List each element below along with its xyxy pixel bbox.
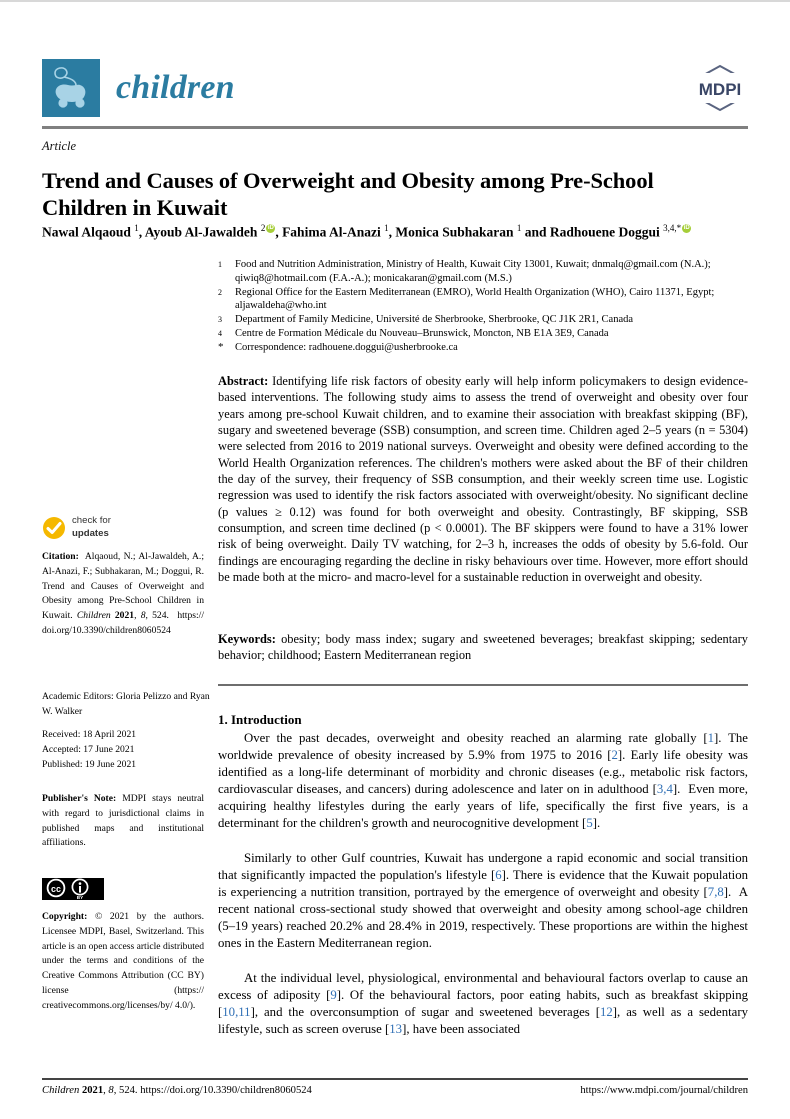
- abstract-text: Identifying life risk factors of obesity early will help inform policymakers to design evidence-based interventions. The following study aims to assess the trend of overweight and obesity over four years among pre-school Kuwait children, and to examine their association with breakfast skipping (BF), sugary and sweetened beverage (SSB) consumption, and screen time. Children aged 2–5 years (n = 5304) were selected from 2016 to 2019 national surveys. Overweight and obesity were defined according to the World Health Organization references. The children's mothers were asked about the BF of their children the day of the survey, their frequency of SSB consumption, and their weekly screen time use. Logistic regression was used to identify the risk factors associated with overweight/obesity. No significant decline (p values ≥ 0.12) was found for both overweight and obesity. Contrastingly, BF skipping, SSB consumption, and screen time declined (p < 0.0001). The BF skippers were found to have a 31% lower risk of being overweight. Daily TV watching, for 2–3 h, increases the odds of obesity by 5.6-fold. Our findings are encouraging regarding the decline in risky behaviours over time. However, more effort should be made both at the micro- and macro-level for a sustainable reduction in overweight and obesity.: [218, 374, 748, 585]
- paragraph-2: Similarly to other Gulf countries, Kuwait has undergone a rapid economic and social transition that significantly impacted the population's lifestyle [6]. There is evidence that the Kuwait population is experiencing a nutrition transition, portrayed by the emergence of overweight and obesity [7,8]. A recent national cross-sectional study showed that overweight and obesity among school-age children (5–19 years) reached 20.2% and 28.4% in 2019, respectively. These proportions are within the highest ones in the Eastern Mediterranean region.: [218, 851, 748, 950]
- article-type-label: Article: [42, 139, 77, 153]
- affiliation-marker: 4: [218, 329, 222, 339]
- cfu-line-2: updates: [72, 527, 109, 539]
- orcid-icon[interactable]: [682, 224, 691, 233]
- svg-text:cc: cc: [50, 884, 62, 894]
- journal-title[interactable]: children: [116, 69, 235, 106]
- check-for-updates-label: [72, 515, 111, 540]
- journal-masthead: [42, 57, 748, 125]
- masthead-divider: [42, 126, 748, 129]
- creative-commons-by-icon[interactable]: [42, 878, 104, 900]
- affiliation-text: Department of Family Medicine, Université de Sherbrooke, Sherbrooke, QC J1K 2R1, Canada: [235, 314, 634, 326]
- date-published: Published: 19 June 2021: [42, 758, 137, 770]
- date-accepted: Accepted: 17 June 2021: [42, 743, 135, 755]
- affiliation-item: [218, 258, 748, 285]
- abstract-block: [218, 373, 748, 585]
- affiliation-text: Regional Office for the Eastern Mediterranean (EMRO), World Health Organization (WHO), Cairo 11371, Egypt; aljawaldeha@who.int: [235, 286, 715, 312]
- date-received: Received: 18 April 2021: [42, 729, 137, 740]
- paragraph-1: Over the past decades, overweight and obesity reached an alarming rate globally [1]. The worldwide prevalence of obesity increased by 5.9% from 1975 to 2016 [2]. Early life obesity was identified as a long-life determinant of morbidity and chronic diseases (e.g., metabolic risk factors, cardiovascular diseases, and cancers) during adolescence and later on in adulthood [3,4]. Even more, acquiring healthy lifestyles during the early years of life, specifically the first five years, is a determinant for the children's growth and neurocognitive development [5].: [218, 731, 748, 830]
- check-for-updates-badge[interactable]: [42, 514, 202, 544]
- svg-text:BY: BY: [76, 895, 84, 900]
- page-footer: [42, 1085, 748, 1096]
- footer-journal-url[interactable]: https://www.mdpi.com/journal/children: [580, 1085, 748, 1096]
- keywords-text: obesity; body mass index; sugary and sweetened beverages; breakfast skipping; sedentary behavior; childhood; Eastern Mediterranean region: [218, 632, 748, 663]
- copyright-label: Copyright:: [42, 911, 88, 922]
- page-title: Trend and Causes of Overweight and Obesity among Pre-School Children in Kuwait: [42, 168, 654, 221]
- correspondence-text: Correspondence: radhouene.doggui@usherbrooke.ca: [235, 342, 458, 354]
- section-heading: 1. Introduction: [218, 712, 302, 727]
- article-dates: [42, 728, 210, 772]
- citation-block: Citation: Alqaoud, N.; Al-Jawaldeh, A.; Al-Anazi, F.; Subhakaran, M.; Doggui, R. Trend and Causes of Overweight and Obesity among Pre-School Children in Kuwait. Children 2021, 8, 524. https:// doi.org/10.3390/children8060524: [42, 551, 204, 636]
- affiliation-marker: 2: [218, 287, 222, 297]
- academic-editors: Academic Editors: Gloria Pelizzo and Ryan W. Walker: [42, 691, 210, 717]
- affiliation-marker: 3: [218, 315, 222, 325]
- affiliation-item: [218, 341, 748, 355]
- affiliation-item: [218, 327, 748, 341]
- keywords-label: Keywords:: [218, 632, 276, 646]
- affiliation-text: Centre de Formation Médicale du Nouveau–Brunswick, Moncton, NB E1A 3E9, Canada: [235, 328, 609, 340]
- affiliation-item: [218, 313, 748, 327]
- correspondence-marker: *: [218, 341, 224, 354]
- publisher-note-label: Publisher's Note:: [42, 793, 117, 804]
- author-list: Nawal Alqaoud $^1$, Ayoub Al-Jawaldeh $^2$ iD , Fahima Al-Anazi $^1$, Monica Subhakaran $^1$ and Radhouene Doggui $^{3,4,*}$iD: [42, 219, 748, 242]
- cfu-line-1: check for: [72, 515, 111, 526]
- publisher-note-text: MDPI stays neutral with regard to jurisdictional claims in published maps and institutional affiliations.: [42, 793, 204, 849]
- baby-stroller-icon: [42, 59, 100, 117]
- abstract-label: Abstract:: [218, 374, 269, 388]
- orcid-icon[interactable]: [266, 224, 275, 233]
- affiliation-list: [218, 258, 748, 355]
- svg-text:MDPI: MDPI: [698, 80, 742, 99]
- check-circle-icon: [42, 516, 66, 540]
- copyright-block: [42, 910, 204, 1014]
- mdpi-logo[interactable]: [692, 63, 748, 113]
- affiliation-marker: 1: [218, 260, 222, 269]
- keywords-block: [218, 631, 748, 664]
- affiliation-item: [218, 286, 748, 313]
- footer-citation: Children 2021, 8, 524. https://doi.org/10.3390/children8060524: [42, 1085, 312, 1096]
- copyright-text: © 2021 by the authors. Licensee MDPI, Basel, Switzerland. This article is an open access article distributed under the terms and conditions of the Creative Commons Attribution (CC BY) license (https:// creativecommons.org/licenses/by/ 4.0/).: [42, 911, 204, 1011]
- publisher-note: [42, 792, 204, 851]
- paragraph-3: At the individual level, physiological, environmental and behavioural factors overlap to cause an excess of adiposity [9]. Of the behavioural factors, poor eating habits, such as breakfast skipping [10,11], and the overconsumption of sugar and sweetened beverages [12], as well as a sedentary lifestyle, such as screen overuse [13], have been associated: [218, 971, 748, 1036]
- section-divider: [218, 684, 748, 686]
- footer-divider: [42, 1078, 748, 1080]
- affiliation-text: Food and Nutrition Administration, Ministry of Health, Kuwait City 13001, Kuwait; dnmalq@gmail.com (N.A.); qiwiq8@hotmail.com (F.A.-A.); monicakaran@gmail.com (M.S.): [235, 259, 711, 284]
